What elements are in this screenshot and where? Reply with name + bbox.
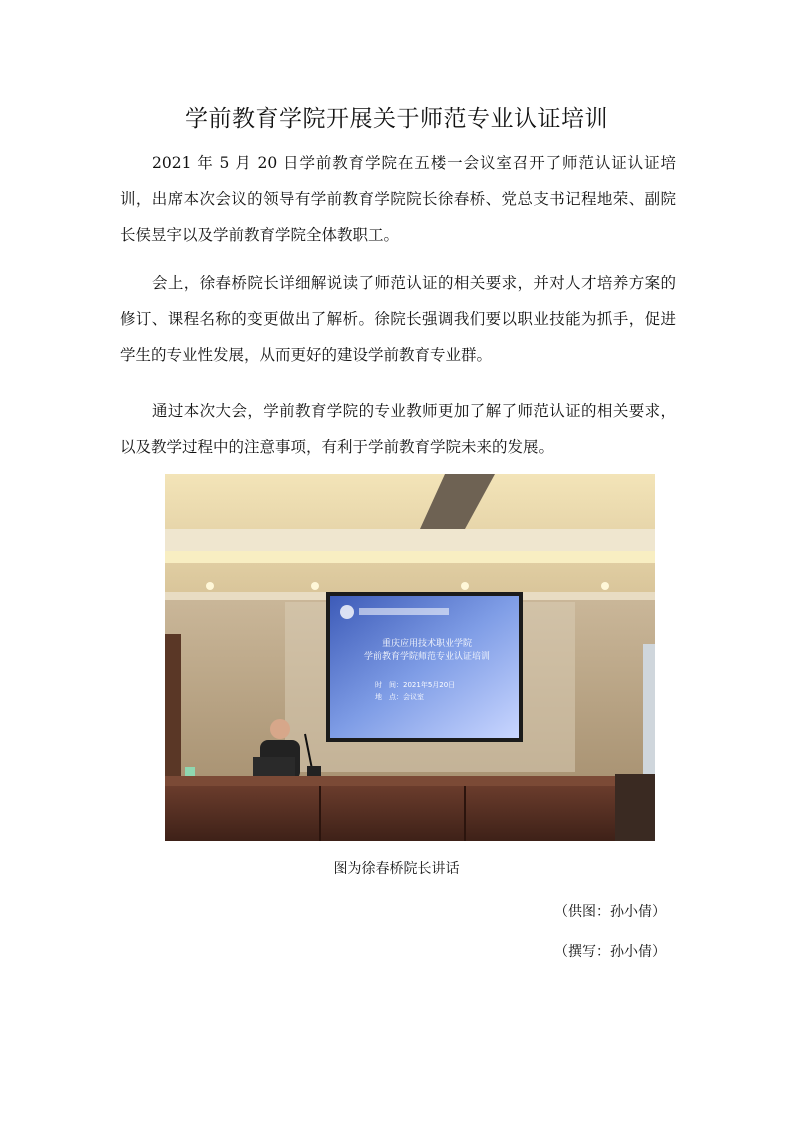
projector-screen [330, 596, 519, 738]
school-logo-icon [340, 605, 354, 619]
speaker-head [270, 719, 290, 739]
photo-caption: 图为徐春桥院长讲话 [333, 861, 460, 877]
paragraph-3: 通过本次大会，学前教育学院的专业教师更加了解了师范认证的相关要求，以及教学过程中的注意事项，有利于学前教育学院未来的发展。 [120, 402, 676, 456]
article-title: 学前教育学院开展关于师范专业认证培训 [185, 106, 608, 132]
photo-credit: （供图：孙小倩） [554, 904, 666, 920]
slide-school: 重庆应用技术职业学院 [381, 639, 473, 649]
desk-top [165, 776, 615, 786]
slide-place: 地 点：会议室 [375, 693, 424, 701]
paragraph-2: 会上，徐春桥院长详细解说读了师范认证的相关要求，并对人才培养方案的修订、课程名称的变更做出了解析。徐院长强调我们要以职业技能为抓手，促进学生的专业性发展，从而更好的建设学前教育专业群。 [120, 274, 676, 364]
writer-credit: （撰写：孙小倩） [554, 944, 666, 960]
desk-front [165, 786, 615, 841]
slide-title: 学前教育学院师范专业认证培训 [363, 652, 491, 662]
paragraph-1: 2021 年 5 月 20 日学前教育学院在五楼一会议室召开了师范认证认证培训，出席本次会议的领导有学前教育学院院长徐春桥、党总支书记程地荣、副院长侯昱宇以及学前教育学院全体教职工。 [120, 154, 676, 244]
slide-time: 时 间：2021年5月20日 [375, 681, 456, 689]
meeting-photo [165, 474, 655, 841]
laptop [253, 757, 295, 779]
